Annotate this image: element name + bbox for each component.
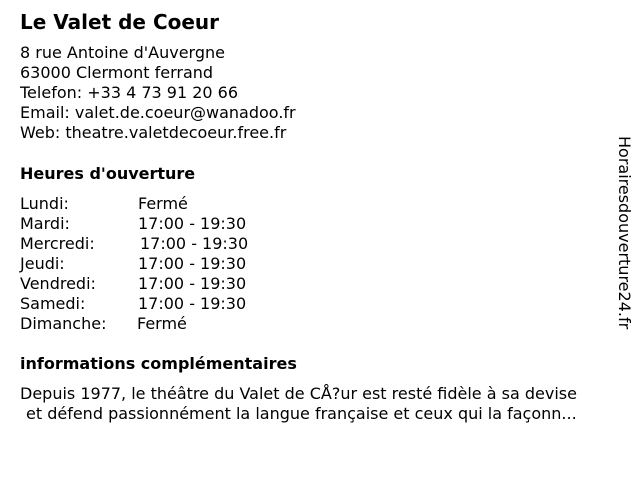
hours-value: 17:00 - 19:30: [138, 274, 247, 293]
website-address: Web: theatre.valetdecoeur.free.fr: [20, 123, 287, 142]
hours-value: 17:00 - 19:30: [138, 254, 247, 273]
hours-value: 17:00 - 19:30: [140, 234, 249, 253]
hours-value: 17:00 - 19:30: [138, 214, 247, 233]
hours-value: 17:00 - 19:30: [138, 294, 247, 313]
hours-value: Fermé: [138, 194, 188, 213]
street-address: 8 rue Antoine d'Auvergne: [20, 43, 225, 62]
description-line: Depuis 1977, le théâtre du Valet de CÅ?ur est resté fidèle à sa devise: [20, 384, 577, 403]
city-address: 63000 Clermont ferrand: [20, 63, 214, 82]
day-label: Vendredi:: [20, 274, 96, 293]
description-line: et défend passionnément la langue française et ceux qui la façonn...: [26, 404, 577, 423]
day-label: Mardi:: [20, 214, 70, 233]
day-label: Samedi:: [20, 294, 86, 313]
watermark-text: Horairesdouverture24.fr: [615, 136, 634, 330]
day-label: Jeudi:: [20, 254, 65, 273]
watermark: [612, 136, 636, 346]
address-block: [20, 43, 296, 143]
phone-number: Telefon: +33 4 73 91 20 66: [20, 83, 239, 102]
day-label: Mercredi:: [20, 234, 95, 253]
hours-value: Fermé: [137, 314, 187, 333]
page-title: Le Valet de Coeur: [20, 10, 220, 34]
day-label: Dimanche:: [20, 314, 107, 333]
additional-info-heading: informations complémentaires: [20, 354, 297, 373]
opening-hours-heading: Heures d'ouverture: [20, 164, 196, 183]
email-address: Email: valet.de.coeur@wanadoo.fr: [20, 103, 296, 122]
day-label: Lundi:: [20, 194, 69, 213]
additional-info-text: [20, 384, 625, 424]
